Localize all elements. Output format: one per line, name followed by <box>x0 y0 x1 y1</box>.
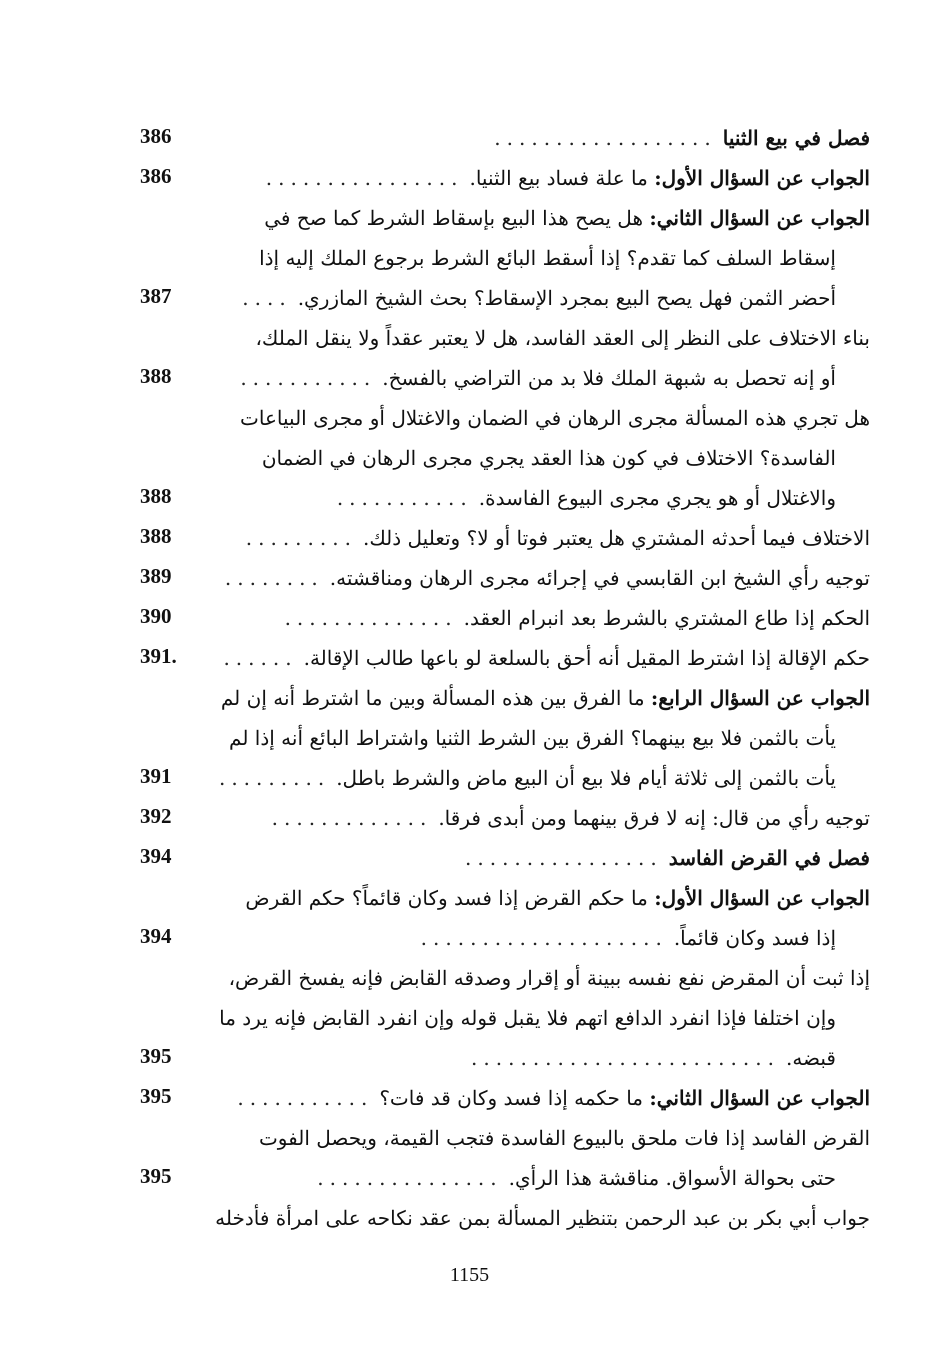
entry-body: ما حكمه إذا فسد وكان قد فات؟ <box>379 1086 650 1110</box>
entry-page-number: 390 <box>140 604 172 628</box>
toc-entry <box>140 438 870 478</box>
entry-page-number: 392 <box>140 804 172 828</box>
entry-page-number: 395 <box>140 1164 172 1188</box>
entry-body: يأت بالثمن إلى ثلاثة أيام فلا بيع أن البيع ماض والشرط باطل. <box>336 766 836 790</box>
entry-text <box>464 606 870 630</box>
entry-page-number: 395 <box>140 1084 172 1108</box>
entry-page-number: 388 <box>140 364 172 388</box>
entry-body: وإن اختلفا فإذا انفرد الدافع اتهم فلا يقبل قوله وإن انفرد القابض فإنه يرد ما <box>219 1006 836 1030</box>
entry-heading: فصل في القرض الفاسد <box>668 846 870 870</box>
toc-entry <box>140 918 870 958</box>
entry-page-number: 394 <box>140 924 172 948</box>
entry-text <box>330 566 870 590</box>
entry-text <box>363 526 870 550</box>
leader-dots: ............. <box>271 806 433 830</box>
toc-entry <box>140 758 870 798</box>
entry-page-number: 388 <box>140 484 172 508</box>
entry-text <box>219 1006 836 1030</box>
toc-entry <box>140 478 870 518</box>
leader-dots: .............. <box>284 606 458 630</box>
entry-text <box>669 846 870 870</box>
leader-dots: ............... <box>317 1166 503 1190</box>
entry-text <box>215 1206 870 1230</box>
leader-dots: ................ <box>265 166 464 190</box>
toc-entry <box>140 1158 870 1198</box>
entry-page-number: 386 <box>140 164 172 188</box>
toc-entry <box>140 398 870 438</box>
entry-text <box>298 286 836 310</box>
entry-text <box>723 126 870 150</box>
entry-text <box>509 1166 836 1190</box>
toc-entry <box>140 838 870 878</box>
entry-page-number: 395 <box>140 1044 172 1068</box>
toc-entry <box>140 238 870 278</box>
leader-dots: ........... <box>240 366 377 390</box>
entry-heading: الجواب عن السؤال الأول: <box>654 886 870 910</box>
leader-dots: .................... <box>420 926 668 950</box>
entry-text <box>786 1046 836 1070</box>
entry-body: إسقاط السلف كما تقدم؟ إذا أسقط البائع الشرط برجوع الملك إليه إذا <box>259 246 836 270</box>
entry-text <box>229 966 870 990</box>
entry-text <box>336 766 836 790</box>
entry-heading: الجواب عن السؤال الثاني: <box>649 206 870 230</box>
toc-entry <box>140 518 870 558</box>
entry-body: حكم الإقالة إذا اشترط المقيل أنه أحق بالسلعة لو باعها طالب الإقالة. <box>303 646 870 670</box>
entry-text <box>304 646 870 670</box>
toc-entry <box>140 798 870 838</box>
entry-page-number: 391 <box>140 764 172 788</box>
entry-text <box>245 886 870 910</box>
toc-entry <box>140 678 870 718</box>
leader-dots: .................. <box>494 126 717 150</box>
entry-body: أو إنه تحصل به شبهة الملك فلا بد من التراضي بالفسخ. <box>382 366 836 390</box>
toc-entry <box>140 998 870 1038</box>
entry-text <box>382 366 836 390</box>
toc-entry <box>140 638 870 678</box>
entry-text <box>229 726 836 750</box>
entry-body: هل يصح هذا البيع بإسقاط الشرط كما صح في <box>264 206 650 230</box>
entry-text <box>240 406 870 430</box>
toc-entry <box>140 198 870 238</box>
entry-text <box>259 246 836 270</box>
entry-text <box>479 486 836 510</box>
entry-heading: فصل في بيع الثنيا <box>722 126 870 150</box>
entry-body: يأت بالثمن فلا بيع بينهما؟ الفرق بين الشرط الثنيا واشتراط البائع أنه إذا لم <box>229 726 836 750</box>
leader-dots: ......................... <box>471 1046 780 1070</box>
entry-body: الفاسدة؟ الاختلاف في كون هذا العقد يجري مجرى الرهان في الضمان <box>261 446 836 470</box>
leader-dots: ........ <box>224 566 324 590</box>
entry-text <box>438 806 870 830</box>
entry-text <box>259 1126 870 1150</box>
entry-body: حتى بحوالة الأسواق. مناقشة هذا الرأي. <box>508 1166 836 1190</box>
toc-entry <box>140 1198 870 1238</box>
entry-body: أحضر الثمن فهل يصح البيع بمجرد الإسقاط؟ بحث الشيخ المازري. <box>297 286 836 310</box>
toc-entry <box>140 878 870 918</box>
entry-body: إذا فسد وكان قائماً. <box>673 926 836 950</box>
entry-text <box>264 206 870 230</box>
entry-body: قبضه. <box>785 1046 836 1070</box>
entry-body: جواب أبي بكر بن عبد الرحمن بتنظير المسألة بمن عقد نكاحه على امرأة فأدخله <box>215 1206 870 1230</box>
page-number: 1155 <box>449 1264 490 1286</box>
entry-body: الحكم إذا طاع المشتري بالشرط بعد انبرام العقد. <box>463 606 870 630</box>
toc-entry <box>140 558 870 598</box>
entry-body: توجيه رأي من قال: إنه لا فرق بينهما ومن أبدى فرقا. <box>438 806 870 830</box>
entry-page-number: 394 <box>140 844 172 868</box>
leader-dots: ...... <box>223 646 298 670</box>
leader-dots: ........... <box>237 1086 374 1110</box>
toc-entry <box>140 118 870 158</box>
toc-entry <box>140 158 870 198</box>
entry-text <box>674 926 836 950</box>
entry-page-number: 387 <box>140 284 172 308</box>
entry-text <box>262 446 836 470</box>
toc-entry <box>140 1078 870 1118</box>
entry-page-number: 386 <box>140 124 172 148</box>
entry-page-number: 391. <box>140 644 177 668</box>
entry-body: القرض الفاسد إذا فات ملحق بالبيوع الفاسدة فتجب القيمة، ويحصل الفوت <box>258 1126 870 1150</box>
entry-page-number: 388 <box>140 524 172 548</box>
entry-body: هل تجري هذه المسألة مجرى الرهان في الضمان والاغتلال أو مجرى البياعات <box>240 406 870 430</box>
entry-page-number: 389 <box>140 564 172 588</box>
entry-text <box>221 686 870 710</box>
table-of-contents <box>140 118 870 1238</box>
entry-body: ما علة فساد بيع الثنيا. <box>469 166 655 190</box>
entry-body: والاغتلال أو هو يجري مجرى البيوع الفاسدة. <box>478 486 836 510</box>
entry-body: إذا ثبت أن المقرض نفع نفسه ببينة أو إقرار وصدقه القابض فإنه يفسخ القرض، <box>228 966 870 990</box>
toc-entry <box>140 278 870 318</box>
leader-dots: ......... <box>245 526 357 550</box>
leader-dots: .... <box>242 286 292 310</box>
toc-entry <box>140 718 870 758</box>
toc-entry <box>140 598 870 638</box>
entry-body: بناء الاختلاف على النظر إلى العقد الفاسد، هل لا يعتبر عقداً ولا ينقل الملك، <box>255 326 870 350</box>
toc-entry <box>140 358 870 398</box>
entry-body: الاختلاف فيما أحدثه المشتري هل يعتبر فوتا أو لا؟ وتعليل ذلك. <box>362 526 870 550</box>
entry-heading: الجواب عن السؤال الأول: <box>654 166 870 190</box>
leader-dots: ........... <box>336 486 473 510</box>
entry-body: ما الفرق بين هذه المسألة وبين ما اشترط أنه إن لم <box>220 686 651 710</box>
toc-entry <box>140 958 870 998</box>
toc-entry <box>140 1038 870 1078</box>
toc-entry <box>140 318 870 358</box>
entry-body: ما حكم القرض إذا فسد وكان قائماً؟ حكم القرض <box>245 886 655 910</box>
entry-text <box>379 1086 870 1110</box>
entry-heading: الجواب عن السؤال الرابع: <box>650 686 870 710</box>
leader-dots: ................ <box>465 846 663 870</box>
entry-heading: الجواب عن السؤال الثاني: <box>649 1086 870 1110</box>
entry-text <box>255 326 870 350</box>
entry-body: توجيه رأي الشيخ ابن القابسي في إجرائه مجرى الرهان ومناقشته. <box>329 566 870 590</box>
toc-entry <box>140 1118 870 1158</box>
leader-dots: ......... <box>218 766 331 790</box>
entry-text <box>469 166 870 190</box>
